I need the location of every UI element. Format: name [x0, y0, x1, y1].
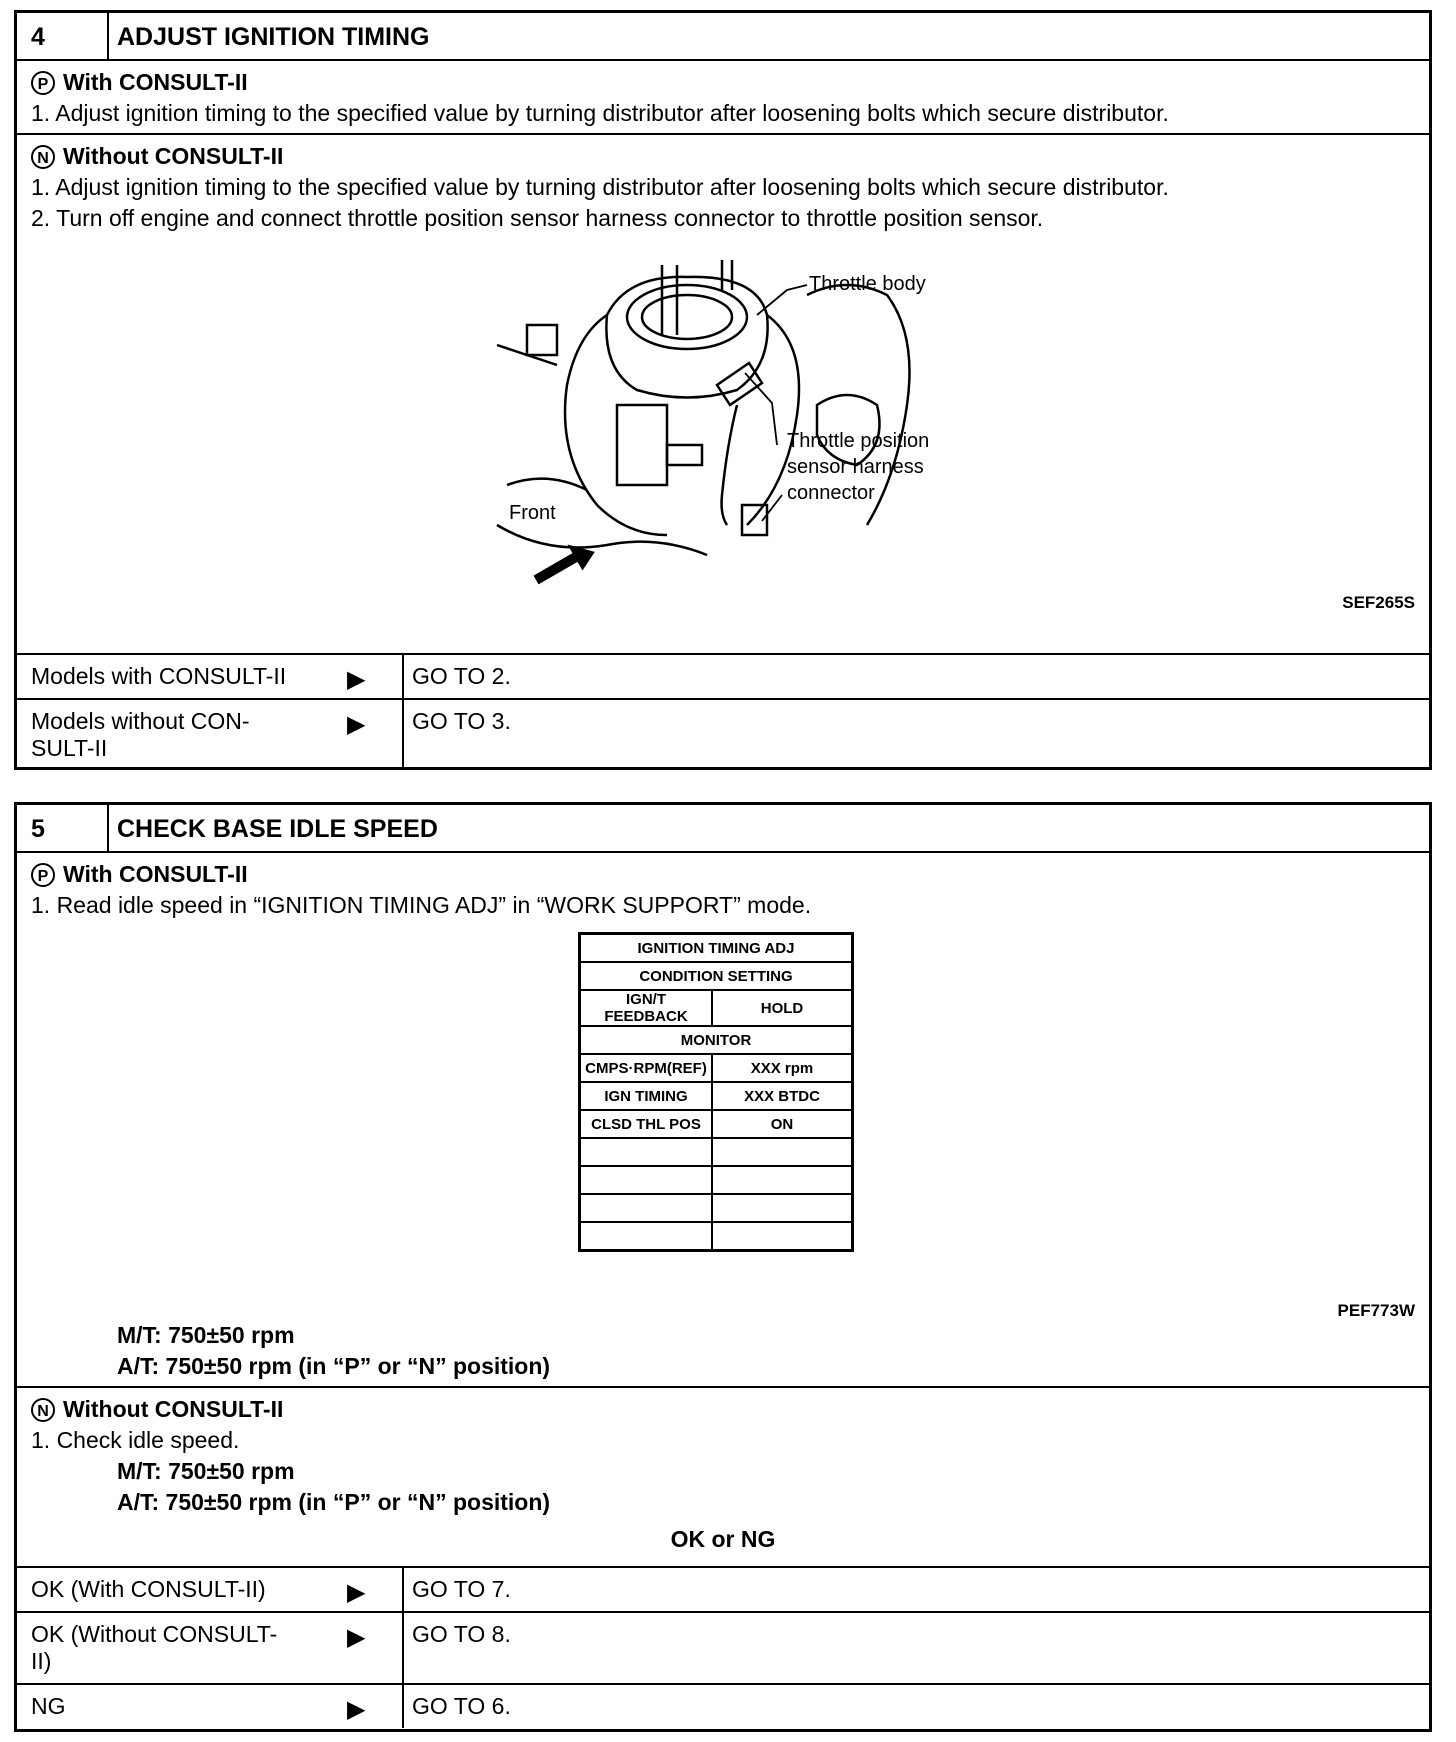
- label-tps-line-1: Throttle position: [787, 430, 930, 452]
- consult-icon: P: [31, 863, 55, 887]
- step-number: 4: [17, 13, 109, 59]
- nav-row: [17, 655, 1429, 700]
- label-tps-line-2: sensor harness: [787, 456, 924, 478]
- instruction: 1. Adjust ignition timing to the specified value by turning distributor after loosening bolts which secure distributor.: [31, 100, 1169, 126]
- instruction: 1. Read idle speed in “IGNITION TIMING ADJ” in “WORK SUPPORT” mode.: [31, 892, 812, 918]
- section-heading: With CONSULT-II: [63, 69, 248, 95]
- arrow-right-icon: ▶: [347, 1696, 366, 1723]
- consult-screen-figure: [578, 932, 854, 1252]
- arrow-right-icon: ▶: [347, 711, 366, 738]
- step-4-block: [14, 10, 1432, 770]
- with-consult-section: [17, 61, 1429, 135]
- screen-condition: CONDITION SETTING: [580, 962, 853, 990]
- instruction: 1. Check idle speed.: [31, 1427, 240, 1453]
- label-tps-line-3: connector: [787, 482, 875, 504]
- nav-condition: OK (Without CONSULT- II): [31, 1621, 278, 1674]
- empty-cell: [712, 1138, 853, 1166]
- figure-id: SEF265S: [1342, 593, 1415, 612]
- section-heading: Without CONSULT-II: [63, 143, 284, 169]
- spec-mt: M/T: 750±50 rpm: [117, 1458, 295, 1484]
- monitor-item: CLSD THL POS: [580, 1110, 713, 1138]
- consult-icon: P: [31, 71, 55, 95]
- empty-cell: [580, 1222, 713, 1251]
- nav-goto[interactable]: GO TO 3.: [412, 708, 511, 734]
- monitor-item: CMPS·RPM(REF): [580, 1054, 713, 1082]
- no-consult-icon: N: [31, 145, 55, 169]
- monitor-item: IGN TIMING: [580, 1082, 713, 1110]
- nav-row: [17, 1685, 1429, 1728]
- monitor-value: ON: [712, 1110, 853, 1138]
- nav-goto[interactable]: GO TO 7.: [412, 1576, 511, 1602]
- empty-cell: [580, 1138, 713, 1166]
- feedback-label: IGN/T FEEDBACK: [580, 990, 713, 1026]
- feedback-value: HOLD: [712, 990, 853, 1026]
- empty-cell: [580, 1166, 713, 1194]
- empty-cell: [712, 1166, 853, 1194]
- nav-condition: NG: [31, 1693, 66, 1719]
- nav-goto[interactable]: GO TO 6.: [412, 1693, 511, 1719]
- empty-cell: [712, 1222, 853, 1251]
- result-prompt: OK or NG: [670, 1526, 776, 1552]
- instruction: 1. Adjust ignition timing to the specified value by turning distributor after loosening bolts which secure distributor.: [31, 174, 1169, 200]
- screen-title: IGNITION TIMING ADJ: [580, 934, 853, 963]
- arrow-right-icon: ▶: [347, 1579, 366, 1606]
- section-heading: With CONSULT-II: [63, 861, 248, 887]
- spec-mt: M/T: 750±50 rpm: [117, 1322, 295, 1348]
- step-5-header: [17, 805, 1429, 853]
- label-throttle-body: Throttle body: [809, 273, 926, 295]
- section-heading: Without CONSULT-II: [63, 1396, 284, 1422]
- step-4-header: [17, 13, 1429, 61]
- spec-at: A/T: 750±50 rpm (in “P” or “N” position): [117, 1353, 551, 1379]
- without-consult-section: [17, 1388, 1429, 1568]
- throttle-body-illustration: [487, 255, 987, 585]
- figure-id: PEF773W: [1337, 1301, 1415, 1320]
- no-consult-icon: N: [31, 1398, 55, 1422]
- nav-condition: Models without CON- SULT-II: [31, 708, 250, 761]
- nav-goto[interactable]: GO TO 8.: [412, 1621, 511, 1647]
- nav-row: [17, 1613, 1429, 1685]
- monitor-value: XXX BTDC: [712, 1082, 853, 1110]
- instruction: 2. Turn off engine and connect throttle position sensor harness connector to throttle position sensor.: [31, 205, 1044, 231]
- label-front: Front: [509, 502, 556, 524]
- screen-monitor: MONITOR: [580, 1026, 853, 1054]
- nav-row: [17, 700, 1429, 770]
- nav-condition: OK (With CONSULT-II): [31, 1576, 266, 1602]
- spec-at: A/T: 750±50 rpm (in “P” or “N” position): [117, 1489, 551, 1515]
- step-title: CHECK BASE IDLE SPEED: [117, 815, 438, 843]
- without-consult-section: [17, 135, 1429, 655]
- arrow-right-icon: ▶: [347, 1624, 366, 1651]
- empty-cell: [712, 1194, 853, 1222]
- nav-condition: Models with CONSULT-II: [31, 663, 287, 689]
- step-number: 5: [17, 805, 109, 851]
- nav-goto[interactable]: GO TO 2.: [412, 663, 511, 689]
- nav-row: [17, 1568, 1429, 1613]
- monitor-value: XXX rpm: [712, 1054, 853, 1082]
- step-title: ADJUST IGNITION TIMING: [117, 23, 430, 51]
- arrow-right-icon: ▶: [347, 666, 366, 693]
- empty-cell: [580, 1194, 713, 1222]
